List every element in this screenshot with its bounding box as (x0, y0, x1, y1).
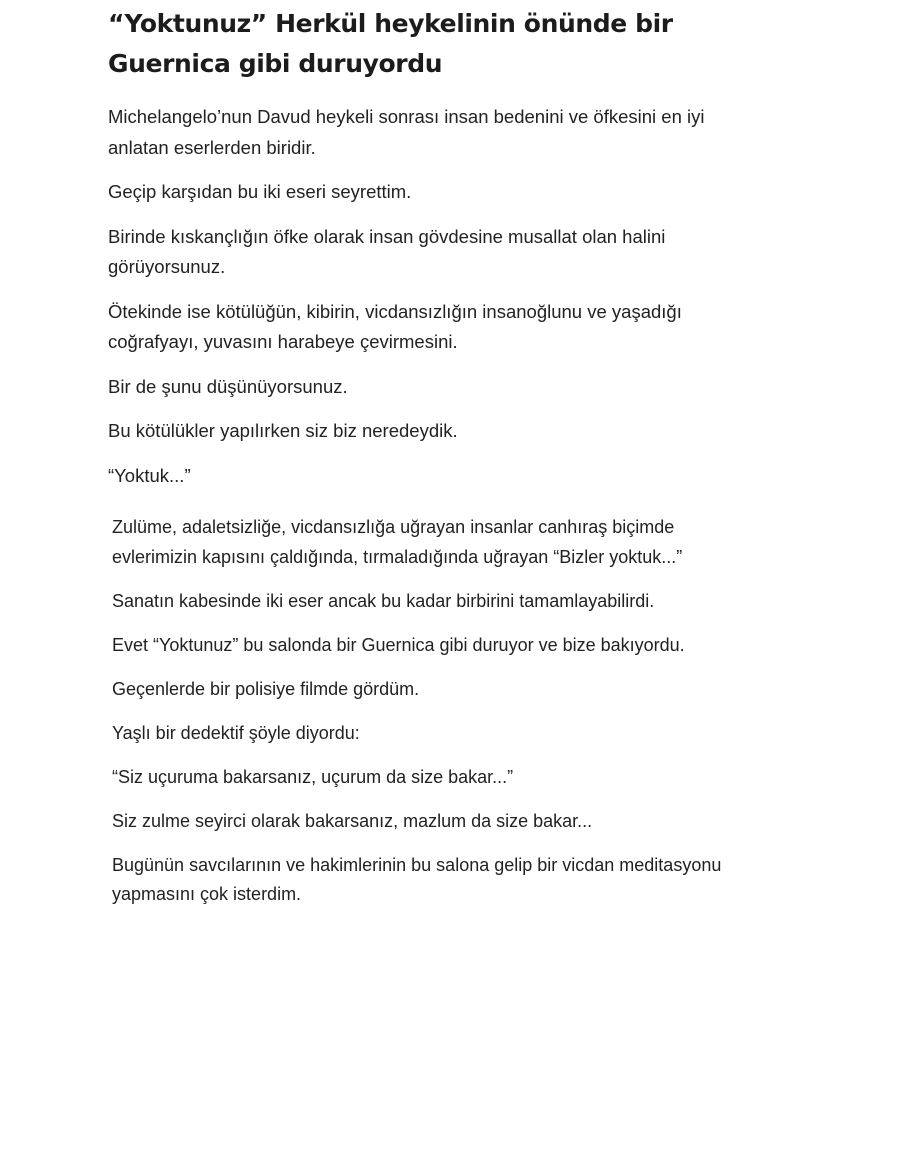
paragraph: Michelangelo’nun Davud heykeli sonrası insan bedenini ve öfkesini en iyi anlatan eserlerden biridir. (108, 106, 705, 158)
paragraph: Bir de şunu düşünüyorsunuz. (108, 375, 348, 397)
paragraph: “Siz uçuruma bakarsanız, uçurum da size bakar...” (112, 766, 514, 787)
article-headline (108, 4, 748, 84)
paragraph: Geçenlerde bir polisiye filmde gördüm. (112, 678, 420, 699)
headline-line: Guernica gibi duruyordu (108, 49, 443, 78)
paragraph: Bugünün savcılarının ve hakimlerinin bu salona gelip bir vicdan meditasyonu yapmasını çok isterdim. (112, 854, 722, 904)
paragraph: Siz zulme seyirci olarak bakarsanız, mazlum da size bakar... (112, 810, 593, 831)
article-body-part-2 (108, 513, 748, 910)
article-body-part-1 (108, 102, 748, 491)
paragraph: Sanatın kabesinde iki eser ancak bu kadar birbirini tamamlayabilirdi. (112, 590, 655, 611)
paragraph: Evet “Yoktunuz” bu salonda bir Guernica gibi duruyor ve bize bakıyordu. (112, 634, 685, 655)
paragraph: “Yoktuk...” (108, 464, 191, 486)
paragraph: Zulüme, adaletsizliğe, vicdansızlığa uğrayan insanlar canhıraş biçimde evlerimizin kapısını çaldığında, tırmaladığında uğrayan “Bizler yoktuk...” (112, 517, 683, 567)
paragraph: Birinde kıskançlığın öfke olarak insan gövdesine musallat olan halini görüyorsunuz. (108, 225, 666, 277)
paragraph: Ötekinde ise kötülüğün, kibirin, vicdansızlığın insanoğlunu ve yaşadığı coğrafyayı, yuvasını harabeye çevirmesini. (108, 300, 682, 352)
headline-line: “Yoktunuz” Herkül heykelinin önünde bir (108, 9, 673, 38)
article (108, 0, 748, 924)
paragraph: Geçip karşıdan bu iki eseri seyrettim. (108, 181, 412, 202)
paragraph: Yaşlı bir dedektif şöyle diyordu: (112, 722, 360, 743)
paragraph: Bu kötülükler yapılırken siz biz neredeydik. (108, 420, 458, 441)
